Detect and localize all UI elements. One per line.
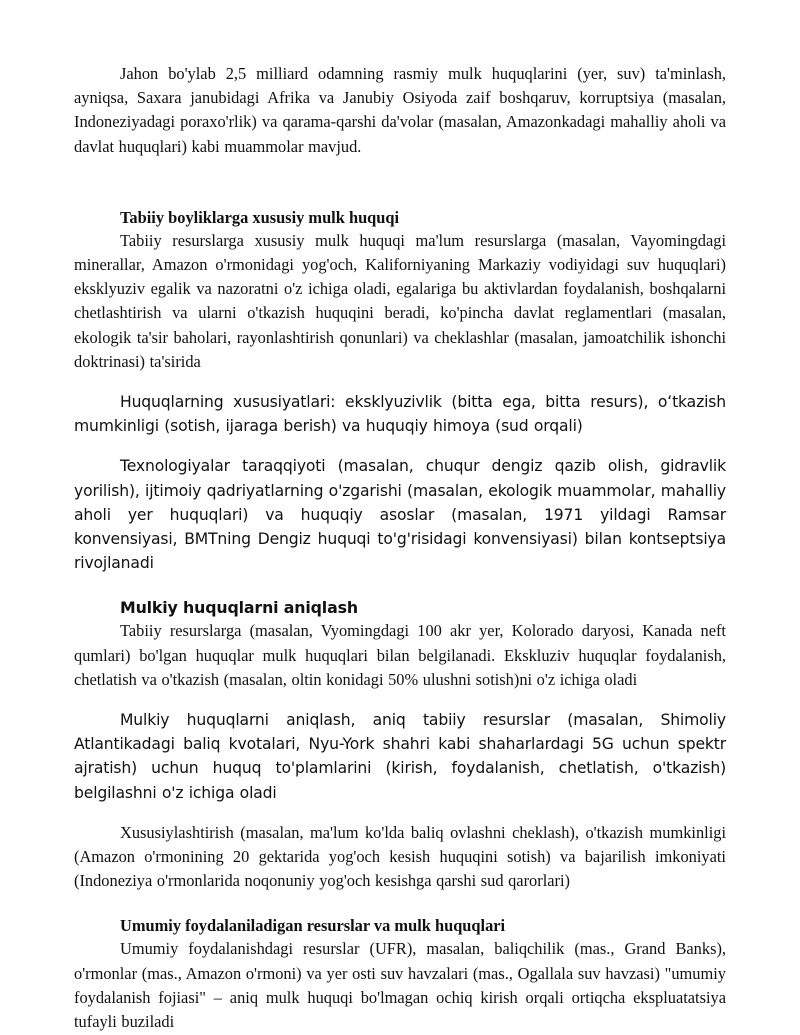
paragraph-private-property-definition: Tabiiy resurslarga xususiy mulk huquqi ma'lum resurslarga (masalan, Vayomingdagi minerallar, Amazon o'rmonidagi yog'och, Kaliforniyaning Markaziy vodiyidagi suv huquqlari) eksklyuziv egalik va nazoratni o'z ichiga oladi, egalariga bu aktivlardan foydalanish, boshqalarni chetlashtirish va ularni o'tkazish huquqini beradi, ko'pincha davlat reglamentlari (masalan, ekologik ta'sir baholari, rayonlashtirish qonunlari) va cheklashlar (masalan, jamoatchilik ishonchi doktrinasi) ta'sirida bbox=[74, 230, 726, 371]
paragraph-rights-bundles: Mulkiy huquqlarni aniqlash, aniq tabiiy resurslar (masalan, Shimoliy Atlantikadagi baliq kvotalari, Nyu-York shahri kabi shaharlardagi 5G uchun spektr ajratish) uchun huquq to'plamlarini (kirish, foydalanish, chetlatish, o'tkazish) belgilashni o'z ichiga oladi bbox=[74, 711, 726, 802]
heading-common-pool-resources: Umumiy foydalaniladigan resurslar va mulk huquqlari bbox=[120, 916, 506, 936]
paragraph-rights-characteristics: Huquqlarning xususiyatlari: eksklyuzivlik (bitta ega, bitta resurs), oʻtkazish mumkinligi (sotish, ijaraga berish) va huquqiy himoya (sud orqali) bbox=[74, 393, 726, 436]
document-page bbox=[74, 62, 726, 1034]
paragraph-commons-tragedy: Umumiy foydalanishdagi resurslar (UFR), masalan, baliqchilik (mas., Grand Banks), o'rmonlar (mas., Amazon o'rmoni) va yer osti suv havzalari (mas., Ogallala suv havzasi) "umumiy foydalanish fojiasi" – aniq mulk huquqi bo'lmagan ochiq kirish orqali ortiqcha ekspluatatsiya tufayli buziladi bbox=[74, 939, 726, 1032]
paragraph-privatization: Xususiylashtirish (masalan, ma'lum ko'lda baliq ovlashni cheklash), o'tkazish mumkinligi (Amazon o'rmonining 20 gektarida yog'och kesish huquqini sotish) va bajarilish imkoniyati (Indoneziya o'rmonlarida noqonuniy yog'och kesishga qarshi sud qarorlari) bbox=[74, 822, 726, 891]
paragraph-governance-problems: Jahon bo'ylab 2,5 milliard odamning rasmiy mulk huquqlarini (yer, suv) ta'minlash, ayniqsa, Saxara janubidagi Afrika va Janubiy Osiyoda zaif boshqaruv, korruptsiya (masalan, Indoneziyadagi poraxo'rlik) va qarama-qarshi da'volar (masalan, Amazonkadagi mahalliy aholi va davlat huquqlari) kabi muammolar mavjud. bbox=[74, 64, 726, 156]
paragraph-rights-determined: Tabiiy resurslarga (masalan, Vyomingdagi 100 akr yer, Kolorado daryosi, Kanada neft qumlari) bo'lgan huquqlar mulk huquqlari bilan belgilanadi. Ekskluziv huquqlar foydalanish, chetlatish va o'tkazish (masalan, oltin konidagi 50% ulushni sotish)ni o'z ichiga oladi bbox=[74, 621, 726, 689]
heading-defining-property-rights: Mulkiy huquqlarni aniqlash bbox=[120, 598, 358, 618]
paragraph-concept-evolution: Texnologiyalar taraqqiyoti (masalan, chuqur dengiz qazib olish, gidravlik yorilish), ijtimoiy qadriyatlarning o'zgarishi (masalan, ekologik muammolar, mahalliy aholi yer huquqlari) va huquqiy asoslar (masalan, 1971 yildagi Ramsar konvensiyasi, BMTning Dengiz huquqi to'g'risidagi konvensiyasi) bilan kontseptsiya rivojlanadi bbox=[74, 457, 726, 573]
heading-private-property-natural-resources: Tabiiy boyliklarga xususiy mulk huquqi bbox=[120, 207, 400, 227]
